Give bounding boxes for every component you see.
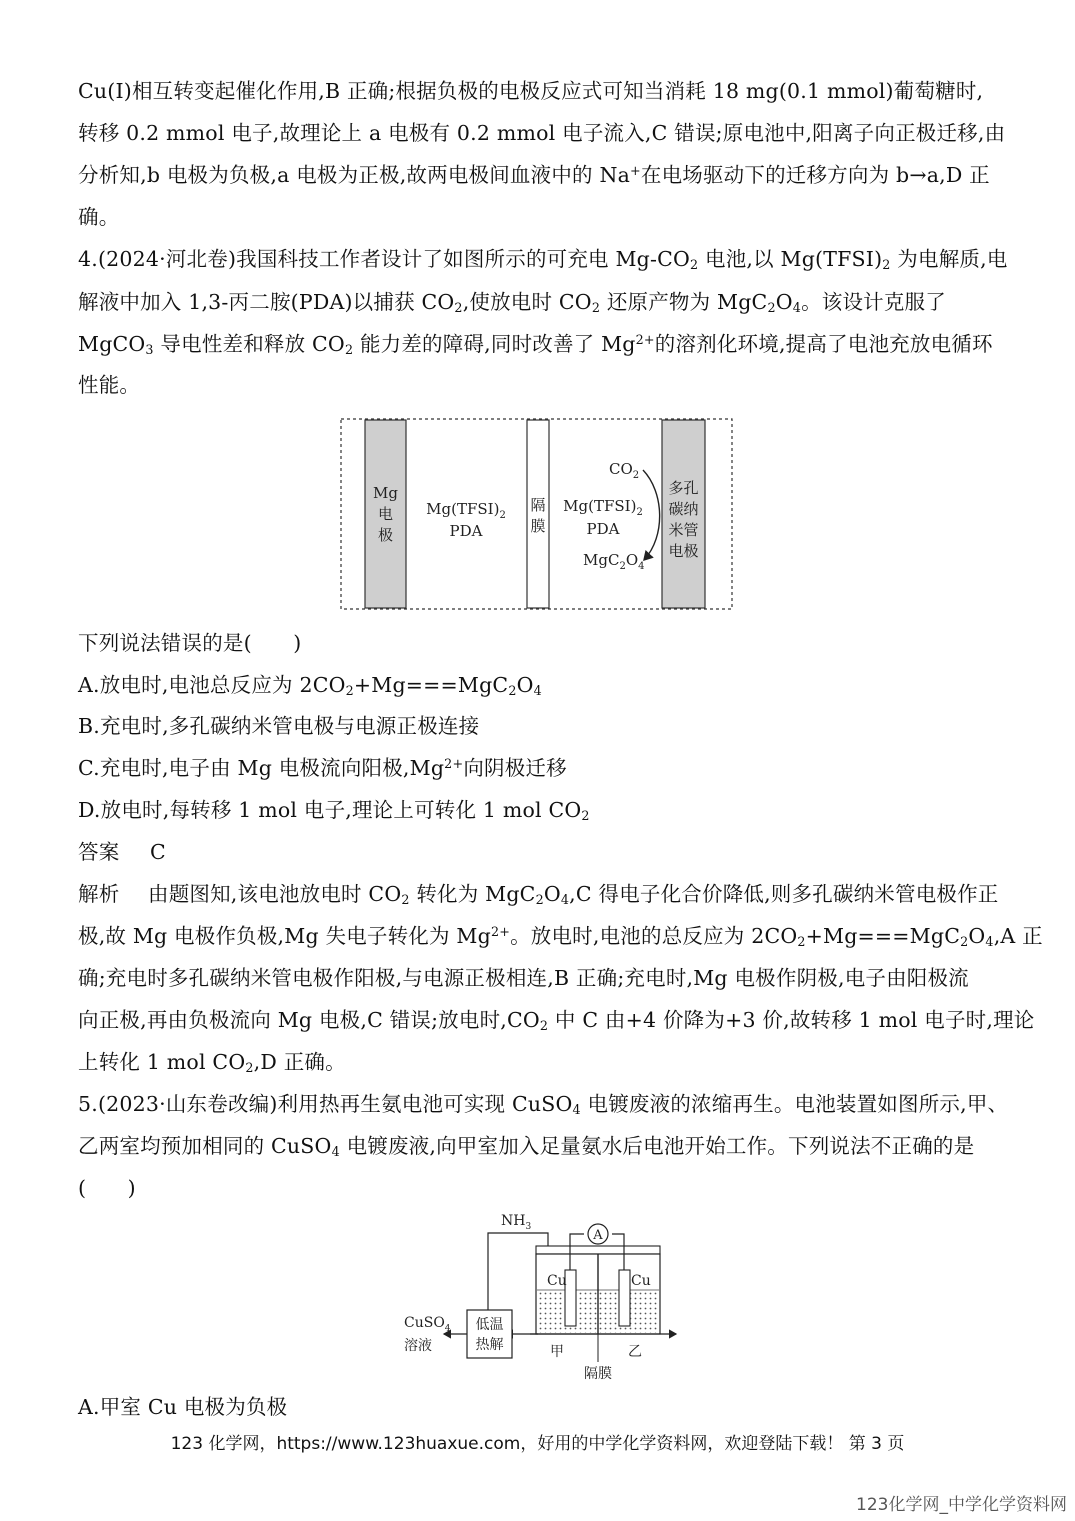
reaction-arrow — [643, 470, 660, 560]
text-line: 确。 — [78, 205, 120, 229]
text-line: 上转化 1 mol $CO_2,D$ 正确。 — [78, 1050, 346, 1076]
pda-left: PDA — [449, 522, 483, 540]
question-5: 5.(2023·山东卷改编)利用热再生氨电池可实现 CuSO$_4$ 电镀废液的浓缩再生。电池装置如图所示,甲、 — [78, 1092, 1009, 1118]
cuso4-label: CuSO$_4$ — [404, 1315, 451, 1334]
co2-label: $CO_2$ — [609, 460, 640, 481]
mg-electrode-label: 极 — [377, 526, 394, 544]
question-4: 4.(2024·河北卷)我国科技工作者设计了如图所示的可充电 $Mg-CO_2$ 电池,以 $Mg(TFSI)_2$ 为电解质,电 — [78, 247, 1008, 273]
room-jia: 甲 — [550, 1344, 564, 1360]
cu-electrode-right — [619, 1270, 630, 1326]
carbon-electrode-label: 碳纳 — [668, 500, 699, 518]
text-line: 解液中加入 1,3-丙二胺(PDA)以捕获 $CO_2$,使放电时 $CO_2$ 还原产物为 $MgC_2O_4$。该设计克服了 — [78, 290, 946, 316]
option-a: A.甲室 Cu 电极为负极 — [78, 1395, 288, 1419]
membrane — [527, 420, 549, 608]
option-a: A.放电时,电池总反应为 $2CO_2+Mg===MgC_2O_4$ — [78, 673, 542, 699]
analysis: 解析 由题图知,该电池放电时 $CO_2$ 转化为 $MgC_2O_4,C$ 得电子化合价降低,则多孔碳纳米管电极作正 — [78, 882, 999, 908]
watermark: 123化学网_中学化学资料网 — [856, 1495, 1067, 1515]
membrane-label: 隔膜 — [584, 1366, 612, 1382]
question-stem: 下列说法错误的是( ) — [78, 631, 302, 655]
ammonia-battery-diagram — [398, 1206, 688, 1384]
option-b: B.充电时,多孔碳纳米管电极与电源正极连接 — [78, 714, 480, 738]
membrane-label: 隔 — [530, 496, 546, 514]
text-line: 性能。 — [78, 373, 141, 397]
text-line: 乙两室均预加相同的 CuSO$_4$ 电镀废液,向甲室加入足量氨水后电池开始工作。下列说法不正确的是 — [78, 1134, 975, 1160]
text-line: 转移 0.2 mmol 电子,故理论上 a 电极有 0.2 mmol 电子流入,C 错误;原电池中,阳离子向正极迁移,由 — [78, 121, 1006, 145]
answer: 答案 C — [78, 840, 166, 864]
carbon-electrode-label: 多孔 — [668, 479, 699, 497]
pda-right: PDA — [586, 520, 620, 538]
battery-diagram — [340, 418, 734, 612]
mgc2o4-label: $MgC_2O_4$ — [583, 551, 645, 572]
electrolyte-right: $Mg(TFSI)_2$ — [563, 497, 643, 518]
text-line: 向正极,再由负极流向 Mg 电极,C 错误;放电时$,CO_2$ 中 C 由+4 价降为+3 价,故转移 1 mol 电子时,理论 — [78, 1008, 1035, 1034]
electrolyte-left: $Mg(TFSI)_2$ — [426, 500, 506, 521]
text-line: ( ) — [78, 1176, 136, 1200]
text-line: 确;充电时多孔碳纳米管电极作阳极,与电源正极相连,B 正确;充电时,Mg 电极作阴极,电子由阳极流 — [78, 966, 969, 990]
option-c: C.充电时,电子由 Mg 电极流向阳极$,Mg^{2+}$向阴极迁移 — [78, 756, 567, 780]
carbon-electrode-label: 米管 — [668, 521, 699, 539]
svg-text:低温: 低温 — [475, 1317, 504, 1333]
text-line: MgCO$_3$ 导电性差和释放 $CO_2$ 能力差的障碍,同时改善了 $Mg^{2+}$的溶剂化环境,提高了电池充放电循环 — [78, 332, 993, 358]
room-yi: 乙 — [628, 1344, 642, 1360]
text-line: Cu(Ⅰ)相互转变起催化作用,B 正确;根据负极的电极反应式可知当消耗 18 mg(0.1 mmol)葡萄糖时, — [78, 79, 984, 103]
carbon-electrode-label: 电极 — [668, 542, 699, 560]
nh3-label: $NH_3$ — [501, 1213, 532, 1232]
cell-lid — [536, 1246, 660, 1254]
cu-label-left: Cu — [547, 1273, 567, 1289]
svg-text:A: A — [593, 1228, 603, 1243]
cu-label-right: Cu — [631, 1273, 651, 1289]
mg-electrode-label: 电 — [377, 505, 394, 523]
text-line: 分析知,b 电极为负极,a 电极为正极,故两电极间血液中的 Na+在电场驱动下的迁移方向为 b→a,D 正 — [78, 163, 990, 187]
page-footer: 123 化学网，https://www.123huaxue.com，好用的中学化学资料网，欢迎登陆下载！ 第 3 页 — [170, 1434, 905, 1454]
option-d: D.放电时,每转移 1 mol 电子,理论上可转化 1 mol $CO_2$ — [78, 798, 590, 824]
mg-electrode-label: Mg — [373, 484, 398, 502]
svg-text:热解: 热解 — [475, 1337, 504, 1353]
text-line: 极,故 Mg 电极作负极,Mg 失电子转化为 $Mg^{2+}$。放电时,电池的总反应为 $2CO_2+Mg===MgC_2O_4,A$ 正 — [78, 924, 1043, 950]
solution-label: 溶液 — [404, 1338, 432, 1354]
membrane-label: 膜 — [530, 517, 546, 535]
